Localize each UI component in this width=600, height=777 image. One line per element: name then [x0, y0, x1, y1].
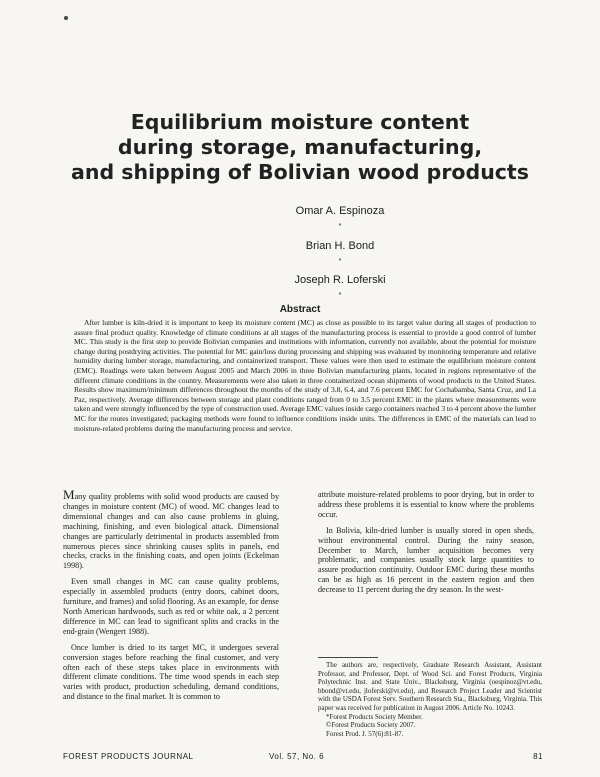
body-paragraph: In Bolivia, kiln-dried lumber is usually stored in open sheds, without environmental control. During the rainy season, December to March, lumber acquisition becomes very problematic, and companies usually stock large quantities to assure production continuity. Outdoor EMC during these months can be as high as 16 percent in the eastern region and then decrease to 11 percent during the dry season. In the west-	[318, 525, 534, 595]
body-paragraph: Even small changes in MC can cause quality problems, especially in assembled products (entry doors, cabinet doors, furniture, and frames) and solid flooring. As an example, for dense North American hardwoods, such as red or white oak, a 2 percent difference in MC can lead to significant splits and cracks in the end-grain (Wengert 1988).	[63, 577, 279, 636]
footnote-text: *Forest Products Society Member.	[326, 712, 423, 721]
page-speck	[64, 16, 68, 20]
author-list	[240, 203, 440, 307]
footnote-text: Forest Prod. J. 57(6):81-87.	[326, 729, 404, 738]
drop-cap: M	[63, 487, 75, 502]
page-footer	[63, 752, 543, 764]
author-footnote	[318, 661, 542, 738]
author: Joseph R. Loferski *	[294, 274, 386, 300]
footnote-text: ©Forest Products Society 2007.	[326, 721, 416, 730]
body-column-left	[63, 487, 279, 708]
title-line-2: during storage, manufacturing,	[117, 134, 483, 159]
author: Omar A. Espinoza *	[295, 205, 385, 230]
title-line-1: Equilibrium moisture content	[130, 109, 470, 134]
body-paragraph: attribute moisture-related problems to poor drying, but in order to address these problems it is essential to know where the problems occur.	[318, 490, 534, 519]
footnote-text: The authors are, respectively, Graduate Research Assistant, Assistant Professor, and Professor, Dept. of Wood Sci. and Forest Products, Virginia Polytechnic Inst. and State Univ., Blacksburg, Virginia (oespinoz@vt.edu, bbond@vt.edu, jloferski@vt.edu), and Research Project Leader and Scientist with the USDA Forest Serv. Southern Research Sta., Blacksburg, Virginia. This paper was received for publication in August 2006. Article No. 10243.	[318, 661, 542, 712]
title-line-3: and shipping of Bolivian wood products	[71, 159, 529, 184]
journal-name: FOREST PRODUCTS JOURNAL	[63, 752, 194, 761]
author: Brian H. Bond *	[305, 239, 375, 265]
abstract-heading: Abstract	[279, 304, 321, 315]
abstract-text: After lumber is kiln-dried it is important to keep its moisture content (MC) as close as possible to its target value during all stages of production to assure final product quality. Knowledge of climate conditions at all stages of the manufacturing process is essential to provide a good control of lumber MC. This study is the first step to provide Bolivian companies and institutions with information, currently not available, about the potential for moisture change during postdrying activities. The potential for MC gain/loss during processing and shipping was evaluated by monitoring temperature and relative humidity during lumber storage, manufacturing, and containerized transport. These values were then used to estimate the equilibrium moisture content (EMC). Readings were taken between August 2005 and March 2006 in three Bolivian manufacturing plants, located in regions representative of the different climate conditions in the country. Measurements were also taken in three containerized ocean shipments of wood products to the United States. Results show maximum/minimum differences throughout the months of the study of 3.8, 6.4, and 7.6 percent EMC for Cochabamba, Santa Cruz, and La Paz, respectively. Average differences between storage and plant conditions ranged from 0 to 3.5 percent EMC in the plants where measurements were taken and were strongly influenced by the type of construction used. Average EMC values inside cargo containers reached 3 to 4 percent above the lumber MC for the routes investigated; packaging methods were found to influence conditions inside units. The differences in EMC of the materials can lead to moisture-related problems during the manufacturing process and service.	[74, 318, 536, 433]
footnote-divider	[318, 657, 378, 658]
page-number: 81	[533, 752, 543, 761]
body-paragraph: Many quality problems with solid wood products are caused by changes in moisture content (MC) of wood. MC changes lead to dimensional changes and can also cause problems in gluing, machining, finishing, and even biological attack. Dimensional changes are particularly detrimental in products assembled from numerous pieces since shrinking causes splits in panels, end checks, cracks in the finishing coats, and open joints (Eckelman 1998).	[63, 487, 279, 571]
body-column-right	[318, 490, 534, 601]
volume-issue: Vol. 57, No. 6	[269, 752, 325, 761]
body-paragraph: Once lumber is dried to its target MC, it undergoes several conversion stages before reaching the final customer, and very often each of these steps takes place in environments with different climate conditions. The time wood spends in each step varies with product, production scheduling, demand conditions, and distance to the final market. It is common to	[63, 642, 279, 702]
article-title	[60, 110, 540, 185]
